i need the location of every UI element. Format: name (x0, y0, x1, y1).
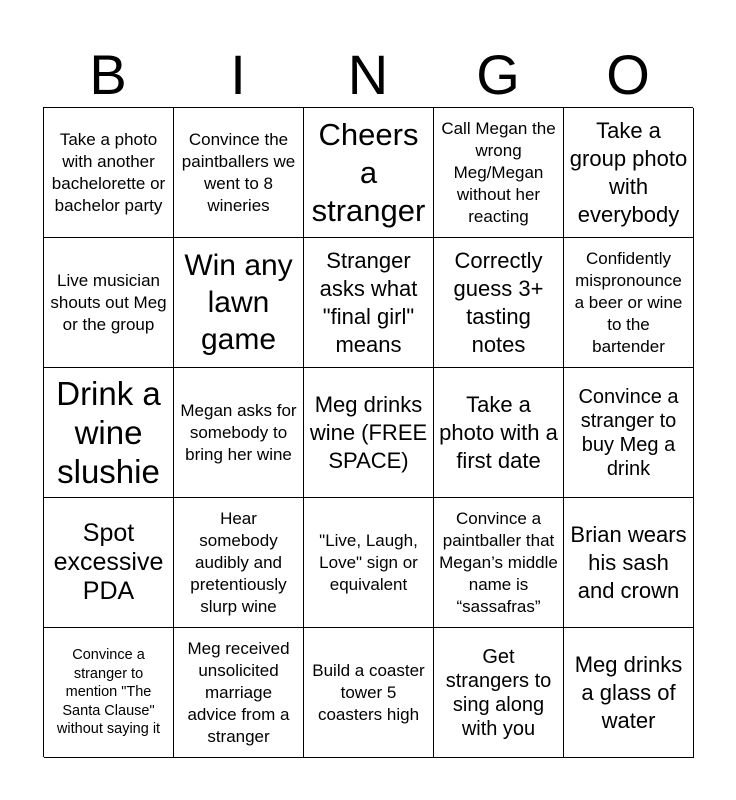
cell-text: Win any lawn game (184, 249, 293, 356)
bingo-cell-o5[interactable] (564, 628, 694, 758)
cell-text: Live musician shouts out Meg or the group (50, 270, 167, 334)
bingo-cell-g4[interactable] (434, 498, 564, 628)
cell-text: Meg drinks wine (FREE SPACE) (309, 391, 428, 473)
cell-text: Spot excessive PDA (53, 519, 164, 605)
cell-text: Meg drinks a glass of water (574, 651, 683, 733)
bingo-cell-i3[interactable] (174, 368, 304, 498)
cell-text: Hear somebody audibly and pretentiously slurp wine (190, 508, 287, 616)
bingo-cell-o2[interactable] (564, 238, 694, 368)
cell-text: Convince a stranger to buy Meg a drink (578, 385, 679, 480)
cell-text: Drink a wine slushie (56, 375, 161, 490)
bingo-cell-i2[interactable] (174, 238, 304, 368)
bingo-cell-g3[interactable] (434, 368, 564, 498)
bingo-cell-i1[interactable] (174, 108, 304, 238)
bingo-card-grid (43, 107, 693, 757)
cell-text: Take a photo with a first date (439, 391, 558, 473)
cell-text: "Live, Laugh, Love" sign or equivalent (319, 530, 418, 594)
bingo-cell-g1[interactable] (434, 108, 564, 238)
cell-text: Convince a paintballer that Megan’s middle name is “sassafras” (439, 508, 558, 616)
cell-text: Get strangers to sing along with you (445, 645, 552, 740)
bingo-cell-o4[interactable] (564, 498, 694, 628)
cell-text: Cheers a stranger (311, 116, 426, 228)
bingo-header (43, 42, 693, 108)
bingo-cell-b2[interactable] (44, 238, 174, 368)
bingo-cell-n2[interactable] (304, 238, 434, 368)
cell-text: Convince a stranger to mention "The Santa Clause" without saying it (56, 647, 161, 738)
bingo-cell-g2[interactable] (434, 238, 564, 368)
cell-text: Stranger asks what "final girl" means (319, 247, 418, 357)
bingo-cell-o3[interactable] (564, 368, 694, 498)
bingo-cell-b4[interactable] (44, 498, 174, 628)
cell-text: Build a coaster tower 5 coasters high (312, 660, 425, 724)
bingo-cell-g5[interactable] (434, 628, 564, 758)
bingo-cell-n3-free-space[interactable] (304, 368, 434, 498)
cell-text: Call Megan the wrong Meg/Megan without her reacting (441, 118, 556, 226)
header-letter-i: I (230, 43, 246, 106)
bingo-cell-n4[interactable] (304, 498, 434, 628)
cell-text: Megan asks for somebody to bring her wine (180, 400, 297, 464)
bingo-cell-n5[interactable] (304, 628, 434, 758)
cell-text: Take a group photo with everybody (569, 117, 688, 227)
header-letter-b: B (89, 43, 127, 106)
cell-text: Meg received unsolicited marriage advice from a stranger (187, 638, 290, 746)
cell-text: Convince the paintballers we went to 8 wineries (181, 129, 296, 215)
bingo-cell-b3[interactable] (44, 368, 174, 498)
cell-text: Confidently mispronounce a beer or wine to the bartender (574, 248, 683, 356)
cell-text: Brian wears his sash and crown (570, 521, 687, 603)
header-letter-g: G (476, 43, 520, 106)
header-letter-n: N (347, 43, 389, 106)
bingo-cell-b1[interactable] (44, 108, 174, 238)
cell-text: Take a photo with another bachelorette or bachelor party (51, 129, 166, 215)
cell-text: Correctly guess 3+ tasting notes (453, 247, 544, 357)
bingo-cell-o1[interactable] (564, 108, 694, 238)
bingo-cell-n1[interactable] (304, 108, 434, 238)
bingo-cell-i5[interactable] (174, 628, 304, 758)
bingo-cell-i4[interactable] (174, 498, 304, 628)
bingo-cell-b5[interactable] (44, 628, 174, 758)
header-letter-o: O (606, 43, 650, 106)
